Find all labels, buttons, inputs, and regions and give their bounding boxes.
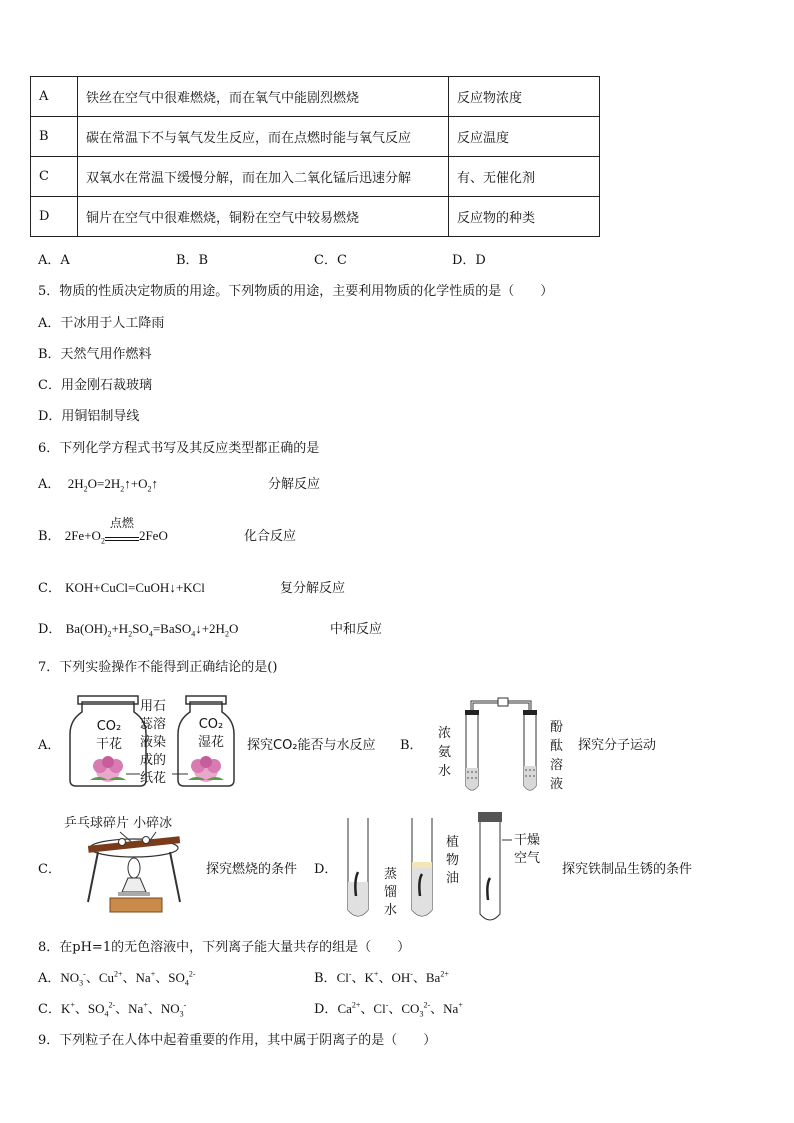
row-fact: 双氧水在常温下缓慢分解，而在加入二氧化锰后迅速分解 xyxy=(78,157,449,197)
q7-c-top-label: 乒乓球碎片 小碎冰 xyxy=(64,816,173,831)
q7-d-oil-label: 植 物 油 xyxy=(446,835,460,886)
q6-b-equation: $2Fe+O_2$ 点燃 2FeO xyxy=(64,515,168,546)
q7-b-diagram xyxy=(456,694,546,796)
q6-b-type: 化合反应 xyxy=(244,529,297,544)
q8-option-c[interactable]: C．K+、$SO_4^{2-}$、Na+、$NO_3^-$ xyxy=(38,1000,187,1019)
q7-d-label[interactable]: D． xyxy=(314,862,338,877)
q6-stem: 6．下列化学方程式书写及其反应类型都正确的是 xyxy=(38,441,320,456)
choice-a[interactable]: A．A xyxy=(38,253,70,268)
q8-stem: 8．在pH=1的无色溶液中，下列离子能大量共存的组是（ ） xyxy=(38,940,411,955)
row-fact: 碳在常温下不与氧气发生反应，而在点燃时能与氧气反应 xyxy=(78,117,449,157)
choice-d[interactable]: D．D xyxy=(452,253,486,268)
q7-d-diagram xyxy=(340,810,540,926)
q5-option-c[interactable]: C．用金刚石裁玻璃 xyxy=(38,378,152,393)
q9-stem: 9．下列粒子在人体中起着重要的作用，其中属于阴离子的是（ ） xyxy=(38,1033,437,1048)
jar2-flower xyxy=(188,756,224,782)
q6-c-label: C． xyxy=(38,581,61,596)
q5-option-d[interactable]: D．用铜铝制导线 xyxy=(38,409,140,424)
row-label: A xyxy=(31,77,78,117)
q7-c-label[interactable]: C． xyxy=(38,862,61,877)
q8-option-a[interactable]: A．$NO_3^-$、$Cu^{2+}$、Na+、$SO_4^{2-}$ xyxy=(38,969,196,988)
options-table xyxy=(30,76,600,237)
row-fact: 铁丝在空气中很难燃烧，而在氧气中能剧烈燃烧 xyxy=(78,77,449,117)
q5-stem: 5．物质的性质决定物质的用途。下列物质的用途，主要利用物质的化学性质的是（ ） xyxy=(38,284,554,299)
table-row xyxy=(31,157,600,197)
choice-b[interactable]: B．B xyxy=(176,253,209,268)
q7-a-caption: 探究CO₂能否与水反应 xyxy=(247,738,376,753)
row-fact: 铜片在空气中很难燃烧，铜粉在空气中较易燃烧 xyxy=(78,197,449,237)
row-label: D xyxy=(31,197,78,237)
q7-b-caption: 探究分子运动 xyxy=(578,738,657,753)
q7-b-label[interactable]: B． xyxy=(400,738,423,753)
q6-option-a[interactable] xyxy=(38,473,158,494)
q7-a-jar1-label: CO₂ 干花 xyxy=(95,719,122,752)
row-label: C xyxy=(31,157,78,197)
q8-option-b[interactable]: B．Cl-、K+、OH-、$Ba^{2+}$ xyxy=(314,969,449,986)
q8-option-d[interactable]: D．$Ca^{2+}$、Cl-、$CO_3^{2-}$、Na+ xyxy=(314,1000,463,1019)
q7-stem: 7．下列实验操作不能得到正确结论的是() xyxy=(38,660,278,675)
q5-option-b[interactable]: B．天然气用作燃料 xyxy=(38,347,152,362)
table-row xyxy=(31,117,600,157)
q7-b-right-label: 酚 酞 溶 液 xyxy=(550,720,564,792)
q6-b-condition: 点燃 xyxy=(109,515,134,530)
q6-a-type: 分解反应 xyxy=(268,477,321,492)
q6-option-c[interactable] xyxy=(38,577,205,596)
q7-d-caption: 探究铁制品生锈的条件 xyxy=(562,862,693,877)
row-factor: 反应温度 xyxy=(449,117,600,157)
q6-a-equation: $2H_2O=2H_2↑+O_2↑$ xyxy=(64,476,159,494)
table-row xyxy=(31,197,600,237)
q6-d-equation: $Ba(OH)_2+H_2SO_4=BaSO_4↓+2H_2O$ xyxy=(65,621,239,639)
q7-d-water-label: 蒸 馏 水 xyxy=(384,867,398,918)
table-row xyxy=(31,77,600,117)
q7-c-caption: 探究燃烧的条件 xyxy=(206,862,298,877)
q6-option-b[interactable] xyxy=(38,515,168,546)
q6-b-label: B． xyxy=(38,529,61,544)
q6-c-type: 复分解反应 xyxy=(280,581,346,596)
row-factor: 反应物浓度 xyxy=(449,77,600,117)
row-label: B xyxy=(31,117,78,157)
q6-a-label: A． xyxy=(38,477,61,492)
q7-b-left-label: 浓 氨 水 xyxy=(438,726,452,779)
q6-d-type: 中和反应 xyxy=(330,622,383,637)
q7-a-middle-label: 用石 蕊溶 液染 成的 纸花 xyxy=(140,699,167,786)
row-factor: 有、无催化剂 xyxy=(449,157,600,197)
choice-c[interactable]: C．C xyxy=(314,253,347,268)
q7-a-label[interactable]: A． xyxy=(38,738,61,753)
q7-d-air-label: 干燥 空气 xyxy=(514,833,541,866)
q7-c-diagram xyxy=(84,826,184,922)
q5-option-a[interactable]: A．干冰用于人工降雨 xyxy=(38,316,165,331)
q6-option-d[interactable] xyxy=(38,618,238,639)
row-factor: 反应物的种类 xyxy=(449,197,600,237)
q6-c-equation: KOH+CuCl=CuOH↓+KCl xyxy=(65,580,205,595)
q6-d-label: D． xyxy=(38,622,62,637)
q7-a-jar2-label: CO₂ 湿花 xyxy=(197,717,224,750)
jar1-flower xyxy=(90,756,126,782)
